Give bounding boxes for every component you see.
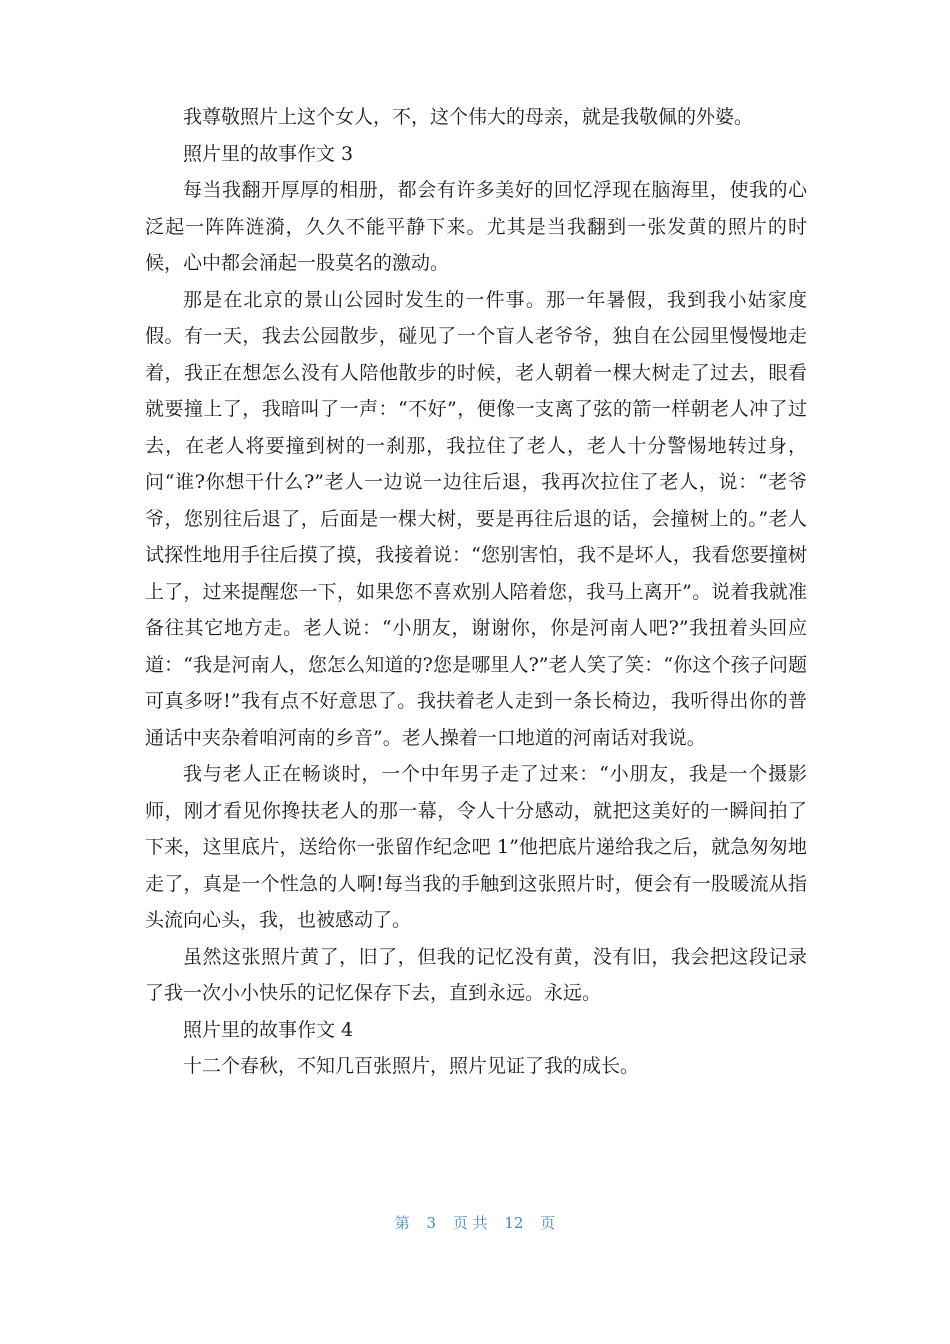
footer-prefix: 第 <box>394 1214 410 1232</box>
section-heading-3: 照片里的故事作文 3 <box>183 142 354 165</box>
paragraph-6: 十二个春秋，不知几百张照片，照片见证了我的成长。 <box>183 1055 640 1077</box>
paragraph-2: 每当我翻开厚厚的相册，都会有许多美好的回忆浮现在脑海里，使我的心泛起一阵阵涟漪，久久不能平静下来。尤其是当我翻到一张发黄的照片的时候，心中都会涌起一股莫名的激动。 <box>145 179 807 274</box>
page-footer <box>0 1212 950 1233</box>
paragraph-1: 我尊敬照片上这个女人，不，这个伟大的母亲，就是我敬佩的外婆。 <box>183 106 754 128</box>
footer-suffix: 页 <box>540 1214 556 1232</box>
paragraph-5: 虽然这张照片黄了，旧了，但我的记忆没有黄，没有旧，我会把这段记录了我一次小小快乐的记忆保存下去，直到永远。永远。 <box>145 945 807 1004</box>
footer-middle: 页 共 <box>452 1214 488 1232</box>
footer-total-pages: 12 <box>504 1214 524 1232</box>
paragraph-3: 那是在北京的景山公园时发生的一件事。那一年暑假，我到我小姑家度假。有一天，我去公园散步，碰见了一个盲人老爷爷，独自在公园里慢慢地走着，我正在想怎么没有人陪他散步的时候，老人朝着一棵大树走了过去，眼看就要撞上了，我暗叫了一声：“不好”，便像一支离了弦的箭一样朝老人冲了过去，在老人将要撞到树的一刹那，我拉住了老人，老人十分警惕地转过身，问“谁?你想干什么?”老人一边说一边往后退，我再次拉住了老人，说：“老爷爷，您别往后退了，后面是一棵大树，要是再往后退的话，会撞树上的。”老人试探性地用手往后摸了摸，我接着说：“您别害怕，我不是坏人，我看您要撞树上了，过来提醒您一下，如果您不喜欢别人陪着您，我马上离开”。说着我就准备往其它地方走。老人说：“小朋友，谢谢你，你是河南人吧?”我扭着头回应道：“我是河南人，您怎么知道的?您是哪里人?”老人笑了笑：“你这个孩子问题可真多呀!”我有点不好意思了。我扶着老人走到一条长椅边，我听得出你的普通话中夹杂着咱河南的乡音”。老人操着一口地道的河南话对我说。 <box>145 288 807 749</box>
paragraph-4: 我与老人正在畅谈时，一个中年男子走了过来：“小朋友，我是一个摄影师，刚才看见你搀扶老人的那一幕，令人十分感动，就把这美好的一瞬间拍了下来，这里底片，送给你一张留作纪念吧 1”他把底片递给我之后，就急匆匆地走了，真是一个性急的人啊!每当我的手触到这张照片时，便会有一股暖流从指头流向心头，我，也被感动了。 <box>145 763 807 931</box>
document-body <box>145 99 807 1085</box>
section-heading-4: 照片里的故事作文 4 <box>183 1018 354 1041</box>
footer-current-page: 3 <box>426 1214 437 1232</box>
